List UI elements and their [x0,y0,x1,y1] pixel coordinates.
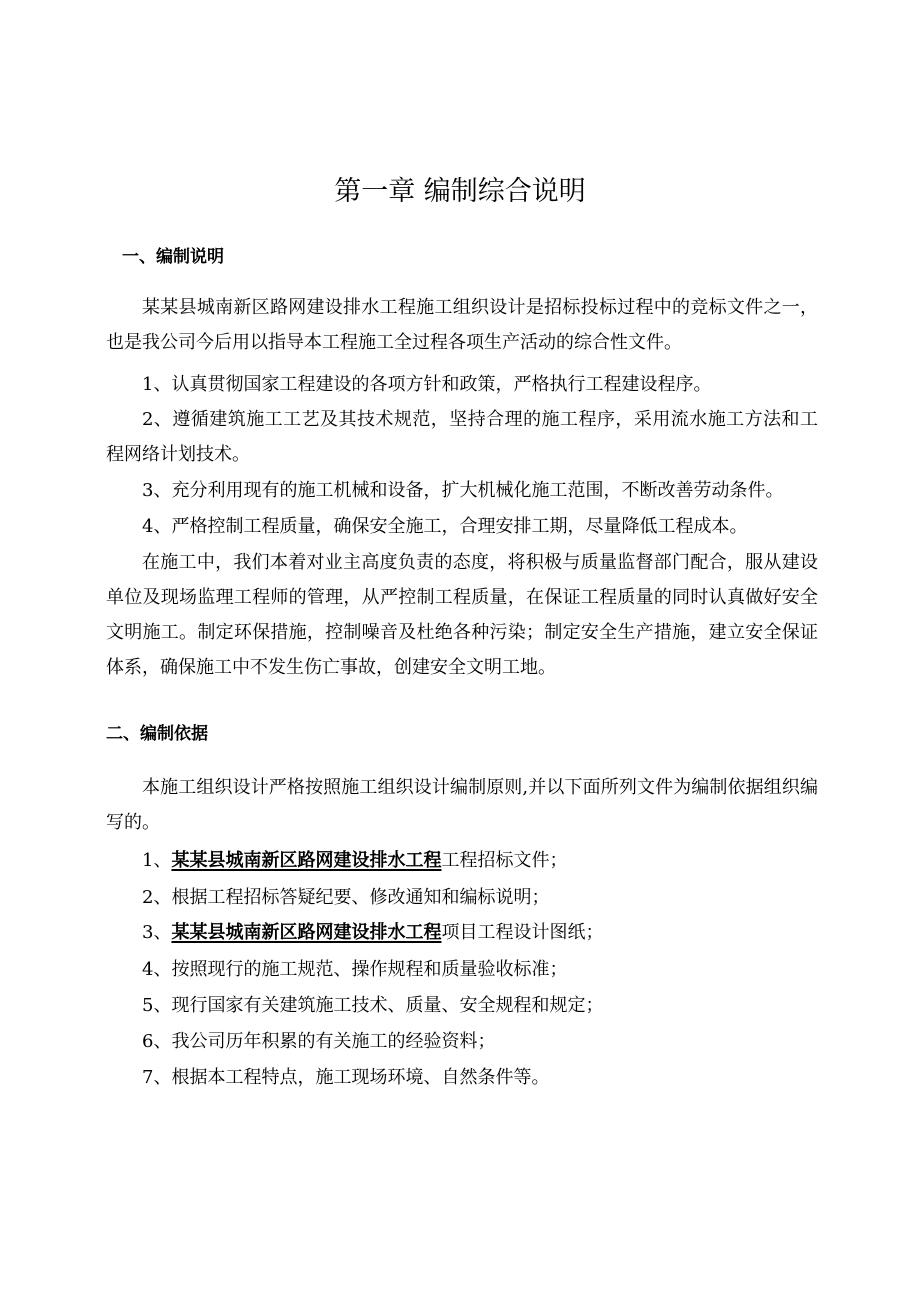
section2-item-6: 6、我公司历年积累的有关施工的经验资料； [142,1031,496,1052]
section1-closing-paragraph: 在施工中，我们本着对业主高度负责的态度，将积极与质量监督部门配合，服从建设单位及现场监理工程师的管理，从严控制工程质量，在保证工程质量的同时认真做好安全文明施工。制定环保措施，控制噪音及杜绝各种污染；制定安全生产措施，建立安全保证体系，确保施工中不发生伤亡事故，创建安全文明工地。 [106,552,818,678]
section2-item-4: 4、按照现行的施工规范、操作规程和质量验收标准； [142,959,568,980]
section1-item-4: 4、严格控制工程质量，确保安全施工，合理安排工期，尽量降低工程成本。 [142,516,748,537]
section2-item-5: 5、现行国家有关建筑施工技术、质量、安全规程和规定； [142,995,604,1016]
section2-item-3-project-name: 某某县城南新区路网建设排水工程 [171,922,442,943]
section1-intro-paragraph: 某某县城南新区路网建设排水工程施工组织设计是招标投标过程中的竞标文件之一，也是我公司今后用以指导本工程施工全过程各项生产活动的综合性文件。 [106,297,818,353]
chapter-title: 第一章 编制综合说明 [334,176,586,207]
section2-item-7: 7、根据本工程特点，施工现场环境、自然条件等。 [142,1067,550,1088]
section2-item-1-prefix: 1、 [142,850,172,871]
section2-item-2: 2、根据工程招标答疑纪要、修改通知和编标说明； [142,887,550,908]
section2-item-1-project-name: 某某县城南新区路网建设排水工程 [171,850,442,871]
section2-item-1-suffix: 工程招标文件； [441,850,568,871]
section1-item-3: 3、充分利用现有的施工机械和设备，扩大机械化施工范围，不断改善劳动条件。 [142,480,784,501]
section2-item-3 [106,915,818,950]
section-heading-compilation-basis: 二、编制依据 [106,724,208,744]
section1-item-1: 1、认真贯彻国家工程建设的各项方针和政策，严格执行工程建设程序。 [142,374,712,395]
section2-item-3-suffix: 项目工程设计图纸； [441,922,604,943]
section2-item-3-prefix: 3、 [142,922,172,943]
section-heading-compilation-notes: 一、编制说明 [122,247,224,267]
section1-item-2: 2、遵循建筑施工工艺及其技术规范，坚持合理的施工程序，采用流水施工方法和工程网络计划技术。 [106,409,818,465]
section2-item-1 [106,843,818,878]
section2-intro-paragraph: 本施工组织设计严格按照施工组织设计编制原则,并以下面所列文件为编制依据组织编写的。 [106,777,818,833]
